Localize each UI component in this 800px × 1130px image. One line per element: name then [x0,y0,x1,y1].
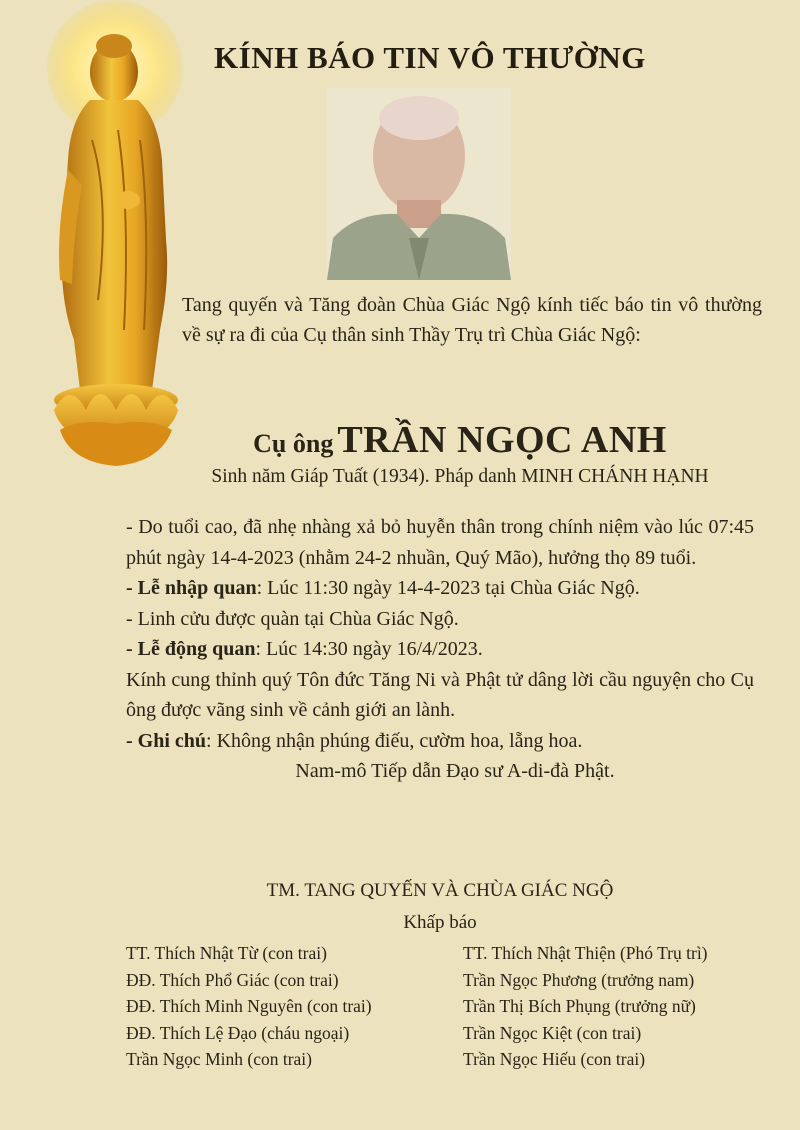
passing-paragraph: - Do tuổi cao, đã nhẹ nhàng xả bỏ huyễn thân trong chính niệm vào lúc 07:45 phút ngày 14-4-2023 (nhằm 24-2 nhuần, Quý Mão), hưởng thọ 89 tuổi. [126,516,754,569]
signer-item: Trần Ngọc Hiếu (con trai) [463,1049,646,1069]
linh-cuu-line: - Linh cửu được quàn tại Chùa Giác Ngộ. [126,607,459,630]
signer-item: TT. Thích Nhật Thiện (Phó Trụ trì) [463,943,708,963]
signers-left-column [126,940,446,1073]
signer-item: ĐĐ. Thích Minh Nguyên (con trai) [126,996,372,1016]
signer-item: Trần Ngọc Kiệt (con trai) [463,1022,642,1043]
signer-item: Trần Thị Bích Phụng (trưởng nữ) [463,996,696,1016]
nammo-line: Nam-mô Tiếp dẫn Đạo sư A-di-đà Phật. [295,760,615,782]
signers-right-column [463,940,783,1073]
signer-item: Trần Ngọc Phương (trưởng nam) [463,969,695,990]
note-label: - Ghi chú [126,729,207,752]
deceased-name-line [140,418,780,462]
name-prefix: Cụ ông [253,429,334,458]
nhap-quan-text: : Lúc 11:30 ngày 14-4-2023 tại Chùa Giác Ngộ. [256,577,640,599]
signature-title: TM. TANG QUYẾN VÀ CHÙA GIÁC NGỘ [266,880,614,901]
signer-item: ĐĐ. Thích Phổ Giác (con trai) [126,969,339,990]
signer-item: ĐĐ. Thích Lệ Đạo (cháu ngoại) [126,1022,350,1043]
deceased-name: TRẦN NGỌC ANH [337,419,667,461]
signer-item: Trần Ngọc Minh (con trai) [126,1049,312,1069]
deceased-portrait-photo [327,88,511,280]
nhap-quan-label: - Lễ nhập quan [126,577,257,599]
notice-body [126,512,754,787]
signer-item: TT. Thích Nhật Từ (con trai) [126,943,327,963]
note-text: : Không nhận phúng điếu, cườm hoa, lẵng hoa. [206,729,583,752]
intro-paragraph: Tang quyến và Tăng đoàn Chùa Giác Ngộ kính tiếc báo tin vô thường về sự ra đi của Cụ thân sinh Thầy Trụ trì Chùa Giác Ngộ: [182,294,762,346]
notice-title: KÍNH BÁO TIN VÔ THƯỜNG [214,40,646,75]
signature-subtitle: Khấp báo [403,912,477,933]
note-line [126,726,754,757]
invitation-paragraph: Kính cung thỉnh quý Tôn đức Tăng Ni và Phật tử dâng lời cầu nguyện cho Cụ ông được vãng sinh về cảnh giới an lành. [126,668,754,721]
birth-info: Sinh năm Giáp Tuất (1934). Pháp danh MINH CHÁNH HẠNH [211,466,709,487]
dong-quan-text: : Lúc 14:30 ngày 16/4/2023. [255,638,483,660]
dong-quan-label: - Lễ động quan [126,638,256,660]
nhap-quan-line [126,573,754,604]
dong-quan-line [126,634,754,665]
